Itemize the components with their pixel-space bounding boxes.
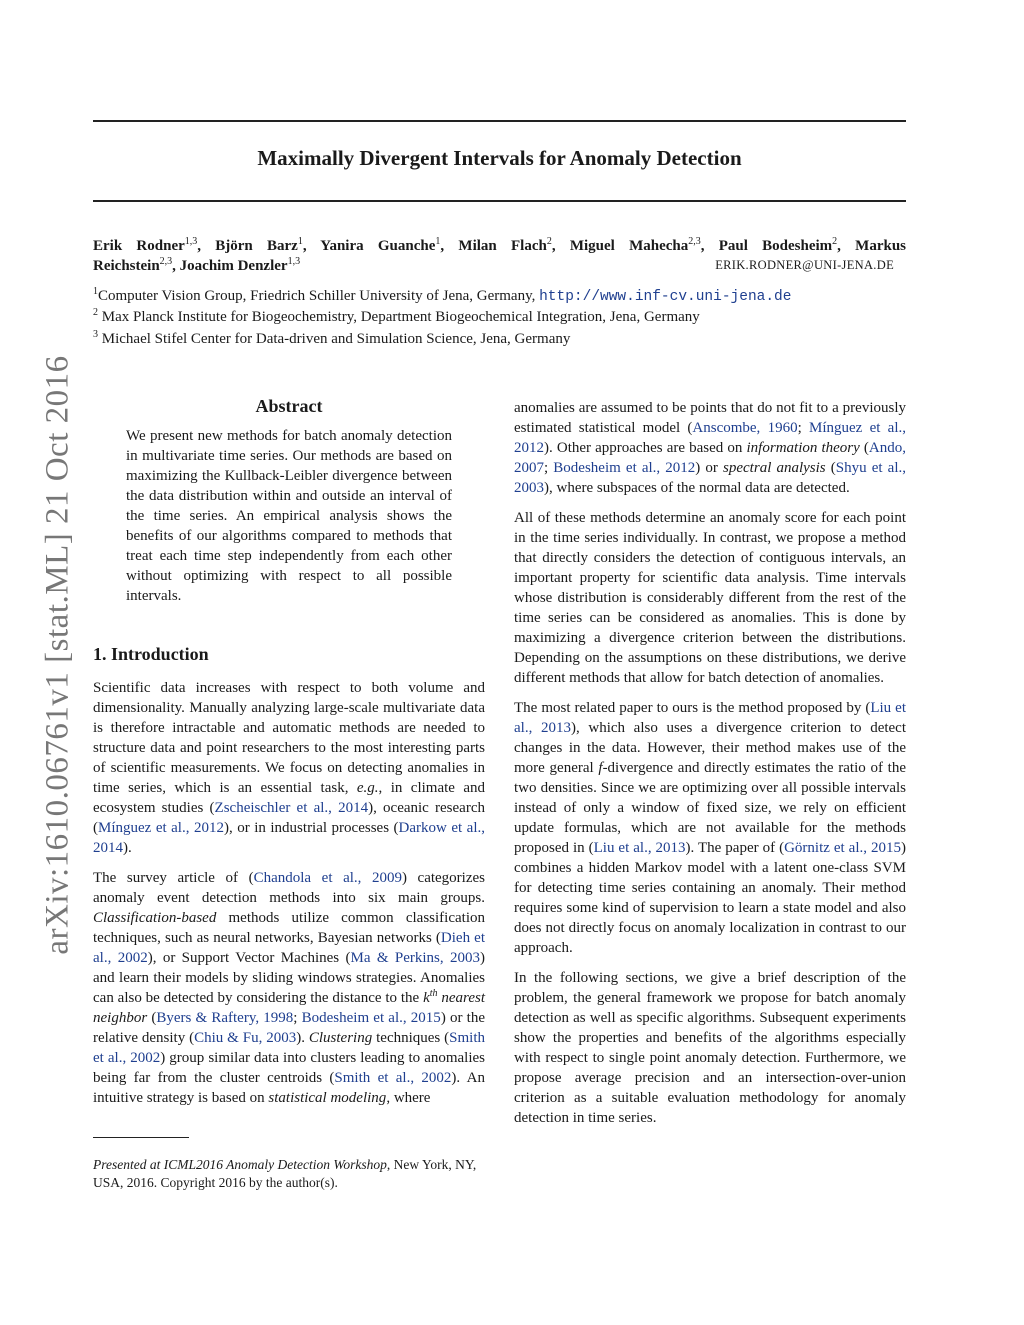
citation-link[interactable]: Bodesheim et al., 2012 (553, 460, 696, 476)
author-name: Markus (855, 238, 907, 254)
abstract-body: We present new methods for batch anomaly detection in multivariate time series. Our methods are based on maximizing the Kullback-Leibler divergence between the data distribution within and outside an interval of the time series. An empirical analysis shows the benefits of our algorithms compared to methods that treat each time step independently from each other without optimizing with respect to all possible intervals. (126, 428, 452, 604)
footnote-rule (93, 1137, 189, 1138)
author-list-line1: Erik Rodner$^{1,3}$, Björn Barz$^1$, Yanira Guanche$^1$, Milan Flach$^2$, Miguel Mahecha$^{2,3}$, Paul Bodesheim$^2$, Markus (93, 236, 907, 254)
intro-paragraph-4: All of these methods determine an anomaly score for each point in the time series individually. In contrast, we propose a method that directly considers the detection of contiguous intervals, an important property for scientific data analysis. Time intervals whose distribution is considerably different from the rest of the time series can be considered as anomalies. This is done by maximizing a divergence criterion between the distributions. Depending on the assumptions on these distributions, we derive different methods that allow for batch detection of anomalies. (514, 510, 906, 686)
intro-paragraph-2: The survey article of (Chandola et al., 2009) categorizes anomaly event detection methods into six main groups. Classification-based methods utilize common classification techniques, such as neural networks, Bayesian networks (Dieh et al., 2002), or Support Vector Machines (Ma & Perkins, 2003) and learn their models by sliding windows strategies. Anomalies can also be detected by considering the distance to the $k^{th}$ nearest neighbor (Byers & Raftery, 1998; Bodesheim et al., 2015) or the relative density (Chiu & Fu, 2003). Clustering techniques (Smith et al., 2002) group similar data into clusters leading to anomalies being far from the cluster centroids (Smith et al., 2002). An intuitive strategy is based on statistical modeling, where (93, 870, 486, 1106)
right-column-body (514, 398, 906, 1138)
citation-link[interactable]: Bodesheim et al., 2015 (301, 1010, 441, 1026)
intro-paragraph-1: Scientific data increases with respect to both volume and dimensionality. Manually analyzing large-scale multivariate data is therefore intractable and automatic methods are needed to structure data and point researchers to the most interesting parts of scientific measurements. We focus on detecting anomalies in time series, which is an essential task, e.g., in climate and ecosystem studies (Zscheischler et al., 2014), oceanic research (Mínguez et al., 2012), or in industrial processes (Darkow et al., 2014). (93, 680, 485, 856)
abstract-heading: Abstract (255, 396, 323, 416)
affiliation-2: $^2$ Max Planck Institute for Biogeochemistry, Department Biogeochemical Integration, Jena, Germany (93, 307, 700, 325)
affiliation-3: $^3$ Michael Stifel Center for Data-driven and Simulation Science, Jena, Germany (93, 329, 571, 347)
citation-link[interactable]: Mínguez et al., 2012 (98, 820, 224, 836)
affiliation-url-link[interactable]: http://www.inf-cv.uni-jena.de (539, 289, 792, 305)
author-list-line2: Reichstein$^{2,3}$, Joachim Denzler$^{1,3}$ (93, 256, 301, 274)
author-name: Paul Bodesheim (718, 238, 833, 254)
citation-link[interactable]: Liu et al., 2013 (514, 700, 906, 736)
footnote: Presented at ICML2016 Anomaly Detection Workshop, New York, NY, USA, 2016. Copyright 2016 by the author(s). (93, 1157, 477, 1190)
affiliation-1: $^1$Computer Vision Group, Friedrich Schiller University of Jena, Germany, http://www.inf-cv.uni-jena.de (93, 286, 792, 305)
citation-link[interactable]: Chandola et al., 2009 (253, 870, 402, 886)
author-email[interactable]: ERIK.RODNER@UNI-JENA.DE (715, 258, 894, 272)
citation-link[interactable]: Smith et al., 2002 (93, 1030, 486, 1066)
author-name: Erik Rodner (93, 238, 185, 254)
author-name: Yanira Guanche (320, 238, 436, 254)
author-name: Milan Flach (458, 238, 547, 254)
intro-paragraph-3: anomalies are assumed to be points that do not fit to a previously estimated statistical model (Anscombe, 1960; Mínguez et al., 2012). Other approaches are based on information theory (Ando, 2007; Bodesheim et al., 2012) or spectral analysis (Shyu et al., 2003), where subspaces of the normal data are detected. (514, 400, 907, 496)
intro-paragraph-5: The most related paper to ours is the method proposed by (Liu et al., 2013), which also uses a divergence criterion to detect changes in the data. However, their method makes use of the more general f-divergence and directly estimates the ratio of the two densities. Since we are optimizing over all possible intervals instead of only a window of fixed size, we rely on efficient update formulas, which are not available for the methods proposed in (Liu et al., 2013). The paper of (Görnitz et al., 2015) combines a hidden Markov model with a latent one-class SVM for detecting time series containing an anomaly. Their method requires some kind of supervision to learn a state model and also does not directly focus on anomaly localization in contrast to our approach. (514, 700, 906, 956)
citation-link[interactable]: Zscheischler et al., 2014 (214, 800, 369, 816)
citation-link[interactable]: Mínguez et al., 2012 (514, 420, 907, 456)
arxiv-identifier-stamp: arXiv:1610.06761v1 [stat.ML] 21 Oct 2016 (39, 355, 76, 955)
title-top-rule (93, 120, 906, 122)
title-bottom-rule (93, 200, 906, 202)
citation-link[interactable]: Shyu et al., 2003 (514, 460, 907, 496)
citation-link[interactable]: Darkow et al., 2014 (93, 820, 485, 856)
introduction-heading: 1. Introduction (93, 644, 209, 664)
author-name: Miguel Mahecha (569, 238, 689, 254)
author-name: Joachim Denzler (179, 258, 288, 274)
left-column-body (93, 678, 485, 1118)
paper-title: Maximally Divergent Intervals for Anomaly Detection (257, 146, 742, 170)
citation-link[interactable]: Anscombe, 1960 (692, 420, 798, 436)
citation-link[interactable]: Ma & Perkins, 2003 (350, 950, 481, 966)
citation-link[interactable]: Dieh et al., 2002 (93, 930, 486, 966)
citation-link[interactable]: Ando, 2007 (514, 440, 906, 476)
author-name: Reichstein (93, 258, 160, 274)
author-name: Björn Barz (215, 238, 298, 254)
citation-link[interactable]: Görnitz et al., 2015 (784, 840, 901, 856)
citation-link[interactable]: Smith et al., 2002 (334, 1070, 452, 1086)
citation-link[interactable]: Chiu & Fu, 2003 (194, 1030, 297, 1046)
citation-link[interactable]: Liu et al., 2013 (593, 840, 686, 856)
citation-link[interactable]: Byers & Raftery, 1998 (156, 1010, 294, 1026)
intro-paragraph-6: In the following sections, we give a brief description of the problem, the general framework we propose for batch anomaly detection as well as specific algorithms. Subsequent experiments show the properties and benefits of the algorithms especially with respect to single point anomaly detection. Furthermore, we propose average precision and an intersection-over-union criterion as a suitable evaluation methodology for anomaly detection in time series. (514, 970, 906, 1126)
